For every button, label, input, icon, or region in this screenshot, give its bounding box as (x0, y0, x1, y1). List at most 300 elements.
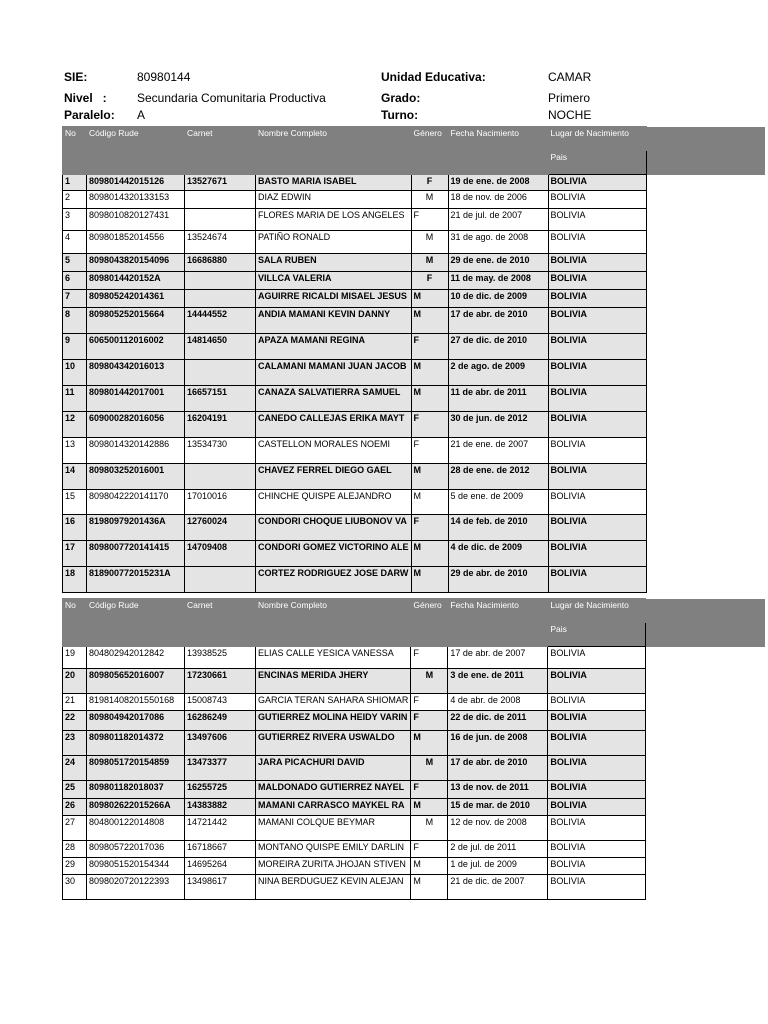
student-full-name: GARCIA TERAN SAHARA SHIOMAR (256, 694, 411, 711)
column-header-row (63, 127, 766, 151)
student-country: BOLIVIA (548, 858, 646, 875)
student-gender: M (411, 490, 448, 515)
student-gender: F (411, 841, 448, 858)
student-gender: F (411, 694, 448, 711)
student-gender: M (411, 816, 448, 841)
student-birth-date: 5 de ene. de 2009 (448, 490, 548, 515)
student-full-name: CHINCHE QUISPE ALEJANDRO (256, 490, 412, 515)
table-row (63, 308, 766, 334)
student-rude-code: 609000282016056 (87, 412, 185, 438)
student-gender: F (411, 272, 448, 290)
row-extension (646, 841, 765, 858)
table-row (63, 209, 766, 231)
turno-value: NOCHE (548, 108, 592, 122)
student-country: BOLIVIA (548, 231, 646, 254)
row-extension (646, 756, 765, 781)
student-rude-code: 81981408201550168 (87, 694, 185, 711)
table-row (63, 438, 766, 464)
student-country: BOLIVIA (548, 334, 646, 360)
student-carnet: 13534730 (185, 438, 256, 464)
student-rude-code: 809805652016007 (87, 669, 185, 694)
student-carnet: 14709408 (185, 541, 256, 567)
student-carnet: 13473377 (185, 756, 256, 781)
student-rude-code: 809801182014372 (87, 731, 185, 756)
col-header-codigo-rude-2: Código Rude (87, 599, 185, 647)
student-carnet (185, 360, 256, 386)
student-number: 3 (63, 209, 87, 231)
student-gender: F (411, 647, 448, 669)
student-country: BOLIVIA (548, 567, 646, 593)
student-birth-date: 2 de jul. de 2011 (448, 841, 548, 858)
col-header-lugar-nacimiento-2: Lugar de Nacimiento (548, 599, 646, 623)
student-carnet: 17010016 (185, 490, 256, 515)
student-full-name: ELIAS CALLE YESICA VANESSA (256, 647, 411, 669)
student-country: BOLIVIA (548, 290, 646, 308)
table-row (63, 647, 765, 669)
student-rows-1 (63, 127, 766, 593)
student-birth-date: 1 de jul. de 2009 (448, 858, 548, 875)
student-carnet: 16718667 (185, 841, 256, 858)
student-rude-code: 8098051720154859 (87, 756, 185, 781)
row-extension (646, 799, 765, 816)
student-carnet (185, 290, 256, 308)
table-row (63, 254, 766, 272)
student-number: 14 (63, 464, 87, 490)
student-country: BOLIVIA (548, 841, 646, 858)
student-gender: M (411, 756, 448, 781)
table-row (63, 781, 765, 799)
student-country: BOLIVIA (548, 254, 646, 272)
row-extension (646, 290, 765, 308)
student-rude-code: 8098020720122393 (87, 875, 185, 900)
student-rude-code: 8098051520154344 (87, 858, 185, 875)
student-rude-code: 809803252016001 (87, 464, 185, 490)
student-full-name: JARA PICACHURI DAVID (256, 756, 411, 781)
student-country: BOLIVIA (548, 438, 646, 464)
student-number: 23 (63, 731, 87, 756)
student-rude-code: 809801442017001 (87, 386, 185, 412)
col-header-nombre-completo-2: Nombre Completo (256, 599, 411, 647)
student-number: 6 (63, 272, 87, 290)
table-row (63, 464, 766, 490)
student-country: BOLIVIA (548, 175, 646, 191)
row-extension (646, 334, 765, 360)
student-gender: M (411, 231, 448, 254)
sie-label: SIE: (64, 70, 88, 84)
student-rude-code: 8098014320142886 (87, 438, 185, 464)
student-gender: M (411, 567, 448, 593)
student-birth-date: 3 de ene. de 2011 (448, 669, 548, 694)
student-birth-date: 14 de feb. de 2010 (448, 515, 548, 541)
student-full-name: CALAMANI MAMANI JUAN JACOB (256, 360, 412, 386)
student-carnet: 13497606 (185, 731, 256, 756)
student-rude-code: 8098010820127431 (87, 209, 185, 231)
student-carnet: 12760024 (185, 515, 256, 541)
student-gender: M (411, 290, 448, 308)
row-extension (646, 464, 765, 490)
student-birth-date: 11 de abr. de 2011 (448, 386, 548, 412)
student-rude-code: 81980979201436A (87, 515, 185, 541)
student-number: 18 (63, 567, 87, 593)
row-extension (646, 386, 765, 412)
col-header-lugar-nacimiento: Lugar de Nacimiento (548, 127, 646, 151)
row-extension (646, 669, 765, 694)
student-number: 7 (63, 290, 87, 308)
student-carnet: 14695264 (185, 858, 256, 875)
student-country: BOLIVIA (548, 756, 646, 781)
header-extension-2 (646, 599, 765, 647)
student-full-name: VILLCA VALERIA (256, 272, 412, 290)
sie-value: 80980144 (137, 70, 191, 84)
table-row (63, 541, 766, 567)
student-number: 21 (63, 694, 87, 711)
student-number: 19 (63, 647, 87, 669)
row-extension (646, 272, 765, 290)
student-full-name: CONDORI GOMEZ VICTORINO ALE (256, 541, 412, 567)
student-rows-2 (63, 599, 765, 900)
student-carnet: 14721442 (185, 816, 256, 841)
nivel-label: Nivel : (64, 91, 107, 105)
student-country: BOLIVIA (548, 694, 646, 711)
student-number: 15 (63, 490, 87, 515)
student-rude-code: 809801852014556 (87, 231, 185, 254)
student-rude-code: 809804382015409​6 (87, 254, 185, 272)
table-row (63, 799, 765, 816)
student-number: 13 (63, 438, 87, 464)
student-gender: M (411, 799, 448, 816)
student-birth-date: 15 de mar. de 2010 (448, 799, 548, 816)
row-extension (646, 308, 765, 334)
student-rude-code: 809805252015664 (87, 308, 185, 334)
student-number: 17 (63, 541, 87, 567)
student-gender: M (411, 731, 448, 756)
student-carnet: 16657151 (185, 386, 256, 412)
row-extension (646, 816, 765, 841)
student-carnet (185, 464, 256, 490)
student-number: 2 (63, 191, 87, 209)
student-carnet: 13524674 (185, 231, 256, 254)
row-extension (646, 191, 765, 209)
student-full-name: CONDORI CHOQUE LIUBONOV VA (256, 515, 412, 541)
row-extension (646, 781, 765, 799)
table-row (63, 272, 766, 290)
student-full-name: MONTANO QUISPE EMILY DARLIN (256, 841, 411, 858)
student-number: 27 (63, 816, 87, 841)
student-full-name: CHAVEZ FERREL DIEGO GAEL (256, 464, 412, 490)
paralelo-value: A (137, 108, 146, 122)
table-row (63, 711, 765, 731)
row-extension (646, 647, 765, 669)
paralelo-label: Paralelo: (64, 108, 115, 122)
table-row (63, 841, 765, 858)
table-row (63, 567, 766, 593)
col-header-pais-2: Pais (548, 623, 646, 647)
student-carnet: 17230661 (185, 669, 256, 694)
student-birth-date: 17 de abr. de 2010 (448, 308, 548, 334)
table-row (63, 386, 766, 412)
student-gender: F (411, 175, 448, 191)
col-header-genero: Género (411, 127, 448, 175)
col-header-pais: Pais (548, 151, 646, 175)
student-country: BOLIVIA (548, 412, 646, 438)
student-birth-date: 28 de ene. de 2012 (448, 464, 548, 490)
student-number: 20 (63, 669, 87, 694)
student-gender: M (411, 308, 448, 334)
student-rude-code: 809804942017086 (87, 711, 185, 731)
student-birth-date: 31 de ago. de 2008 (448, 231, 548, 254)
student-carnet: 13498617 (185, 875, 256, 900)
student-country: BOLIVIA (548, 386, 646, 412)
student-birth-date: 4 de abr. de 2008 (448, 694, 548, 711)
student-full-name: PATIÑO RONALD (256, 231, 412, 254)
student-full-name: SALA RUBEN (256, 254, 412, 272)
student-full-name: MALDONADO GUTIERREZ NAYEL (256, 781, 411, 799)
col-header-codigo-rude: Código Rude (87, 127, 185, 175)
student-gender: F (411, 412, 448, 438)
table-row (63, 756, 765, 781)
col-header-carnet-2: Carnet (185, 599, 256, 647)
student-country: BOLIVIA (548, 669, 646, 694)
student-birth-date: 17 de abr. de 2007 (448, 647, 548, 669)
table-row (63, 816, 765, 841)
student-gender: M (411, 386, 448, 412)
student-full-name: MAMANI CARRASCO MAYKEL RA (256, 799, 411, 816)
student-gender: F (411, 209, 448, 231)
student-rude-code: 8098042220141170 (87, 490, 185, 515)
student-gender: F (411, 781, 448, 799)
nivel-value: Secundaria Comunitaria Productiva (137, 91, 326, 105)
student-number: 1 (63, 175, 87, 191)
student-rude-code: 809801432013315​3 (87, 191, 185, 209)
student-birth-date: 18 de nov. de 2006 (448, 191, 548, 209)
col-header-fecha-nacimiento: Fecha Nacimiento (448, 127, 548, 175)
student-gender: F (411, 711, 448, 731)
student-full-name: ANDIA MAMANI KEVIN DANNY (256, 308, 412, 334)
student-full-name: AGUIRRE RICALDI MISAEL JESUS (256, 290, 412, 308)
student-birth-date: 29 de abr. de 2010 (448, 567, 548, 593)
student-rude-code: 809801182018037 (87, 781, 185, 799)
student-table-page-1 (62, 126, 765, 593)
student-carnet: 16686880 (185, 254, 256, 272)
student-full-name: GUTIERREZ MOLINA HEIDY VARIN (256, 711, 411, 731)
table-row (63, 412, 766, 438)
student-full-name: CASTELLON MORALES NOEMI (256, 438, 412, 464)
student-birth-date: 13 de nov. de 2011 (448, 781, 548, 799)
student-country: BOLIVIA (548, 272, 646, 290)
student-number: 24 (63, 756, 87, 781)
student-number: 22 (63, 711, 87, 731)
table-row (63, 515, 766, 541)
student-rude-code: 804800122014808 (87, 816, 185, 841)
row-extension (646, 209, 765, 231)
student-number: 10 (63, 360, 87, 386)
student-birth-date: 21 de ene. de 2007 (448, 438, 548, 464)
row-extension (646, 438, 765, 464)
student-number: 11 (63, 386, 87, 412)
student-number: 12 (63, 412, 87, 438)
column-header-row (63, 599, 765, 623)
student-full-name: MOREIRA ZURITA JHOJAN STIVEN (256, 858, 411, 875)
student-country: BOLIVIA (548, 731, 646, 756)
student-carnet (185, 272, 256, 290)
col-header-no: No (63, 127, 87, 175)
table-row (63, 231, 766, 254)
student-country: BOLIVIA (548, 816, 646, 841)
student-number: 5 (63, 254, 87, 272)
student-country: BOLIVIA (548, 209, 646, 231)
student-full-name: MAMANI COLQUE BEYMAR (256, 816, 411, 841)
student-rude-code: 804802942012842 (87, 647, 185, 669)
student-number: 16 (63, 515, 87, 541)
student-gender: M (411, 669, 448, 694)
table-row (63, 490, 766, 515)
student-birth-date: 21 de dic. de 2007 (448, 875, 548, 900)
student-carnet (185, 191, 256, 209)
row-extension (646, 490, 765, 515)
student-birth-date: 4 de dic. de 2009 (448, 541, 548, 567)
student-country: BOLIVIA (548, 360, 646, 386)
student-rude-code: 8098014420152A (87, 272, 185, 290)
student-birth-date: 27 de dic. de 2010 (448, 334, 548, 360)
student-country: BOLIVIA (548, 464, 646, 490)
student-gender: M (411, 254, 448, 272)
student-birth-date: 30 de jun. de 2012 (448, 412, 548, 438)
table-row (63, 694, 765, 711)
row-extension (646, 711, 765, 731)
student-gender: M (411, 858, 448, 875)
student-number: 4 (63, 231, 87, 254)
row-extension (646, 175, 765, 191)
row-extension (646, 412, 765, 438)
student-full-name: CANAZA SALVATIERRA SAMUEL (256, 386, 412, 412)
student-full-name: GUTIERREZ RIVERA USWALDO (256, 731, 411, 756)
student-full-name: CANEDO CALLEJAS ERIKA MAYT (256, 412, 412, 438)
student-country: BOLIVIA (548, 191, 646, 209)
student-rude-code: 8098007720141415 (87, 541, 185, 567)
row-extension (646, 875, 765, 900)
student-gender: F (411, 334, 448, 360)
table-row (63, 360, 766, 386)
student-country: BOLIVIA (548, 541, 646, 567)
student-country: BOLIVIA (548, 799, 646, 816)
student-number: 25 (63, 781, 87, 799)
student-table-page-2 (62, 598, 765, 900)
student-carnet: 15008743 (185, 694, 256, 711)
student-rude-code: 606500112016002 (87, 334, 185, 360)
student-number: 28 (63, 841, 87, 858)
col-header-carnet: Carnet (185, 127, 256, 175)
row-extension (646, 541, 765, 567)
unidad-educativa-label: Unidad Educativa: (381, 70, 486, 84)
student-birth-date: 12 de nov. de 2008 (448, 816, 548, 841)
student-carnet: 14444552 (185, 308, 256, 334)
turno-label: Turno: (381, 108, 419, 122)
student-full-name: ENCINAS MERIDA JHERY (256, 669, 411, 694)
col-header-fecha-nacimiento-2: Fecha Nacimiento (448, 599, 548, 647)
table-row (63, 875, 765, 900)
student-carnet: 16204191 (185, 412, 256, 438)
student-country: BOLIVIA (548, 711, 646, 731)
col-header-nombre-completo: Nombre Completo (256, 127, 412, 175)
student-gender: F (411, 438, 448, 464)
student-number: 8 (63, 308, 87, 334)
student-country: BOLIVIA (548, 875, 646, 900)
student-birth-date: 11 de may. de 2008 (448, 272, 548, 290)
student-rude-code: 8098057220170​36 (87, 841, 185, 858)
student-birth-date: 29 de ene. de 2010 (448, 254, 548, 272)
row-extension (646, 858, 765, 875)
table-row (63, 858, 765, 875)
student-full-name: NINA BERDUGUEZ KEVIN ALEJAN (256, 875, 411, 900)
student-birth-date: 2 de ago. de 2009 (448, 360, 548, 386)
student-number: 30 (63, 875, 87, 900)
student-birth-date: 22 de dic. de 2011 (448, 711, 548, 731)
grado-label: Grado: (381, 91, 421, 105)
table-row (63, 290, 766, 308)
row-extension (646, 360, 765, 386)
col-header-no-2: No (63, 599, 87, 647)
header-extension (646, 127, 765, 175)
student-country: BOLIVIA (548, 490, 646, 515)
student-rude-code: 809802622015266A (87, 799, 185, 816)
student-carnet: 14814650 (185, 334, 256, 360)
row-extension (646, 254, 765, 272)
student-gender: M (411, 191, 448, 209)
student-carnet (185, 209, 256, 231)
student-full-name: CORTEZ RODRIGUEZ JOSE DARW (256, 567, 412, 593)
table-row (63, 334, 766, 360)
student-birth-date: 16 de jun. de 2008 (448, 731, 548, 756)
student-number: 29 (63, 858, 87, 875)
student-rude-code: 809801442015126 (87, 175, 185, 191)
student-full-name: APAZA MAMANI REGINA (256, 334, 412, 360)
student-gender: M (411, 541, 448, 567)
student-birth-date: 21 de jul. de 2007 (448, 209, 548, 231)
student-full-name: BASTO MARIA ISABEL (256, 175, 412, 191)
student-carnet: 16286249 (185, 711, 256, 731)
student-carnet (185, 567, 256, 593)
unidad-educativa-value: CAMAR (548, 70, 592, 84)
student-birth-date: 19 de ene. de 2008 (448, 175, 548, 191)
student-gender: M (411, 464, 448, 490)
student-country: BOLIVIA (548, 515, 646, 541)
student-carnet: 16255725 (185, 781, 256, 799)
student-rude-code: 809804342016013 (87, 360, 185, 386)
student-carnet: 13938525 (185, 647, 256, 669)
row-extension (646, 231, 765, 254)
table-row (63, 669, 765, 694)
student-full-name: DIAZ EDWIN (256, 191, 412, 209)
row-extension (646, 515, 765, 541)
student-number: 26 (63, 799, 87, 816)
table-row (63, 175, 766, 191)
student-country: BOLIVIA (548, 647, 646, 669)
row-extension (646, 567, 765, 593)
student-gender: M (411, 875, 448, 900)
student-number: 9 (63, 334, 87, 360)
student-rude-code: 809805242014361 (87, 290, 185, 308)
student-birth-date: 10 de dic. de 2009 (448, 290, 548, 308)
grado-value: Primero (548, 91, 591, 105)
student-full-name: FLORES MARIA DE LOS ANGELES (256, 209, 412, 231)
student-birth-date: 17 de abr. de 2010 (448, 756, 548, 781)
table-row (63, 731, 765, 756)
row-extension (646, 731, 765, 756)
col-header-genero-2: Género (411, 599, 448, 647)
student-carnet: 14383882 (185, 799, 256, 816)
row-extension (646, 694, 765, 711)
student-country: BOLIVIA (548, 781, 646, 799)
